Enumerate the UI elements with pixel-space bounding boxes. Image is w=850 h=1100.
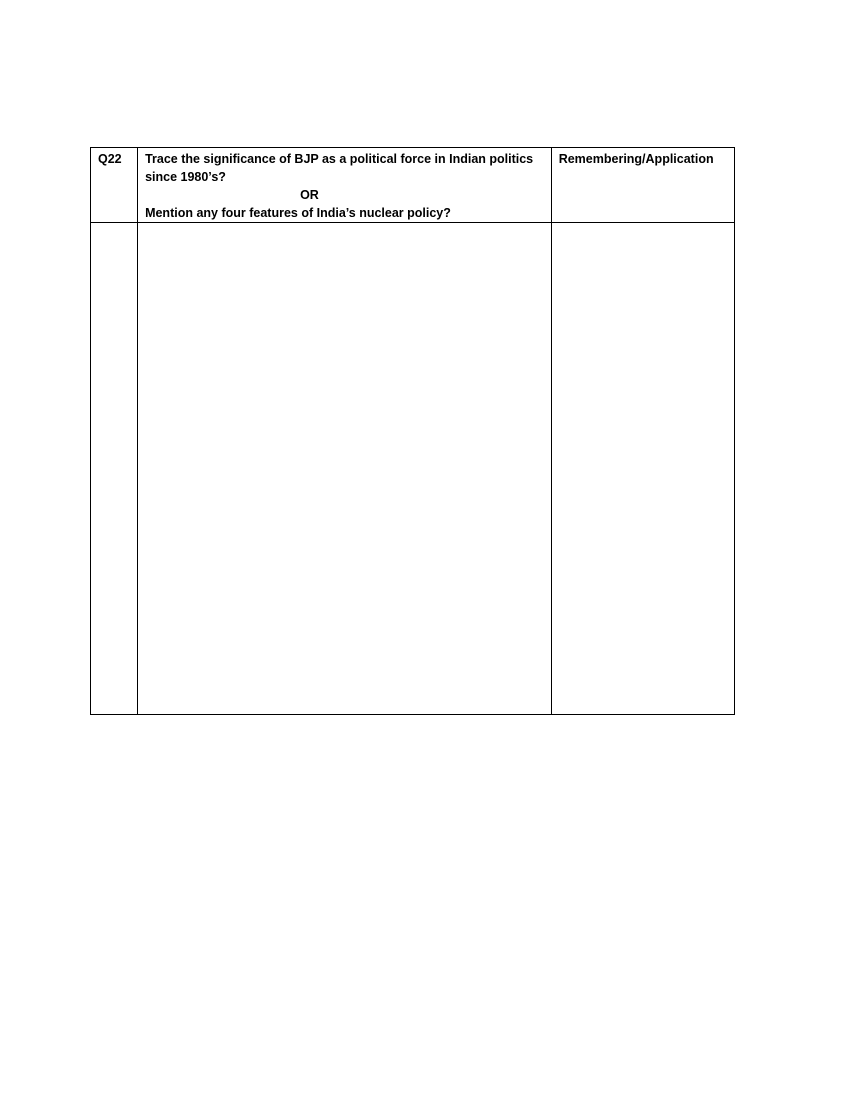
question-or: OR xyxy=(300,188,319,202)
question-line-1: Trace the significance of BJP as a political force in Indian politics xyxy=(145,152,534,166)
question-line-3: Mention any four features of India’s nuclear policy? xyxy=(145,206,451,220)
question-line-2: since 1980’s? xyxy=(145,170,226,184)
question-number-cell xyxy=(91,148,138,223)
question-table xyxy=(90,147,735,715)
answer-number-cell xyxy=(91,223,138,715)
question-text-cell xyxy=(138,148,552,223)
question-text xyxy=(138,148,551,222)
question-row xyxy=(91,148,735,223)
cognitive-level: Remembering/Application xyxy=(558,152,714,166)
answer-row xyxy=(91,223,735,715)
answer-text-cell xyxy=(138,223,552,715)
answer-level-cell xyxy=(551,223,734,715)
cognitive-level-cell xyxy=(551,148,734,223)
question-number: Q22 xyxy=(98,152,122,166)
